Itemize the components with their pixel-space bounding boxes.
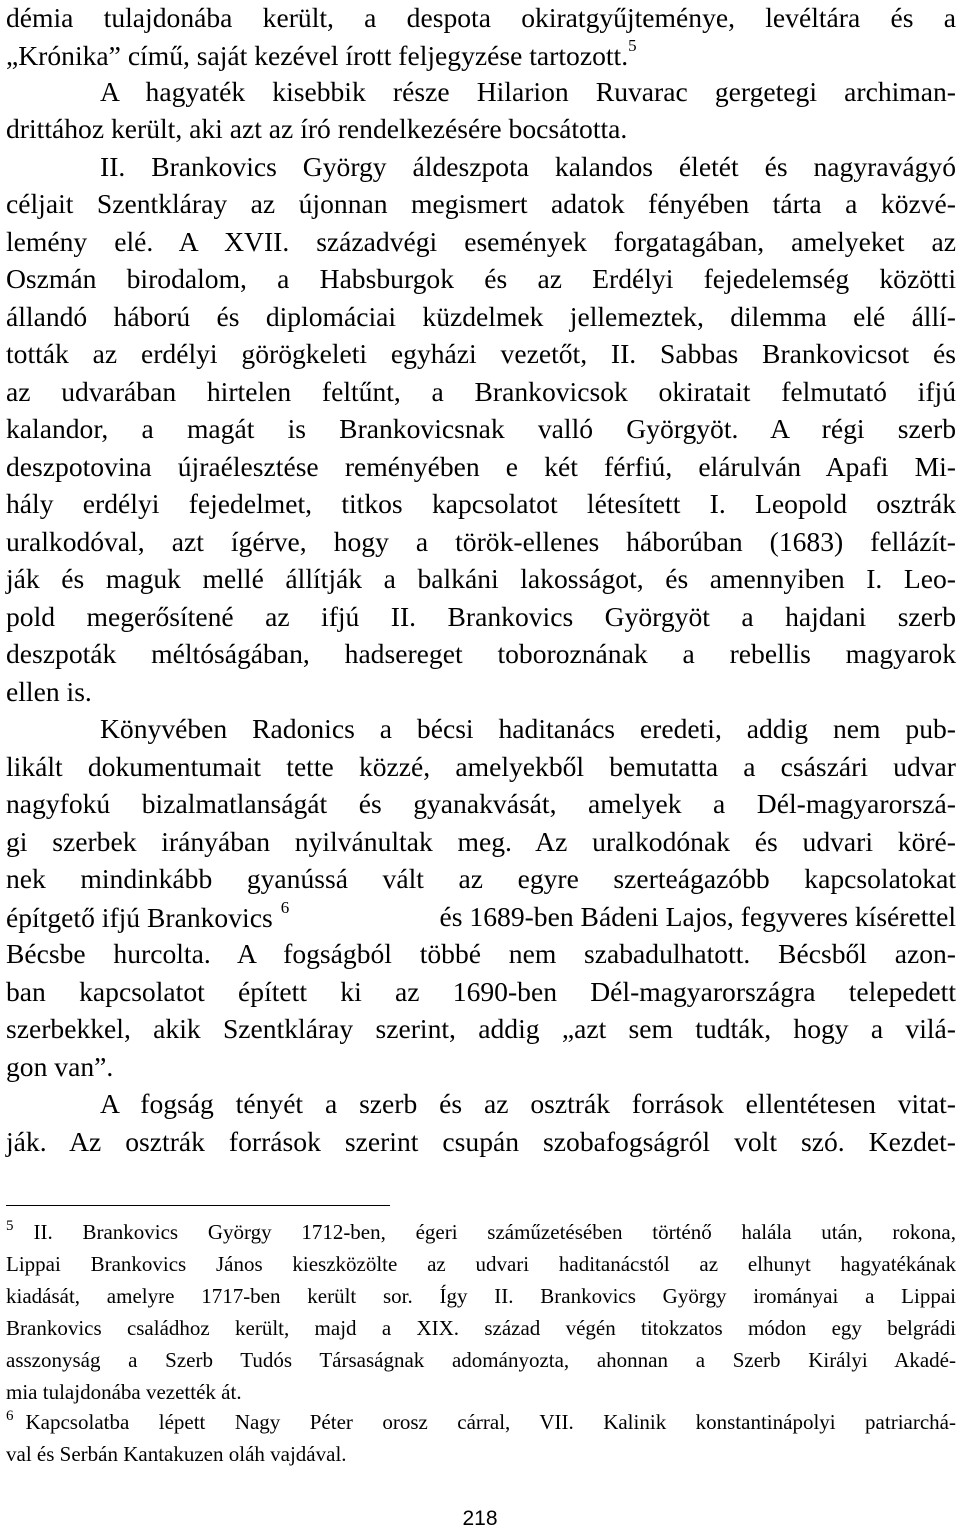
body-line: állandó háború és diplomáciai küzdelmek jellemeztek, dilemma elé állí- [6, 301, 956, 332]
footnote-line: kiadását, amelyre 1717-ben került sor. Így II. Brankovics György irományai a Lippai [6, 1284, 956, 1308]
footnote-line: mia tulajdonába vezették át. [6, 1380, 242, 1404]
body-line: ban kapcsolatot épített ki az 1690-ben Dél-magyarországra telepedett [6, 976, 956, 1007]
body-line: Bécsbe hurcolta. A fogságból többé nem szabadulhatott. Bécsből azon- [6, 938, 956, 969]
footnote-ref: 6 [280, 898, 290, 917]
body-line: Oszmán birodalom, a Habsburgok és az Erdélyi fejedelemség közötti [6, 263, 956, 294]
footnote-ref: 5 [628, 36, 637, 55]
body-line: lemény elé. A XVII. századvégi események forgatagában, amelyeket az [6, 226, 956, 257]
body-line: II. Brankovics György áldeszpota kalandos életét és nagyravágyó [100, 151, 956, 182]
body-line: deszpotovina újraélesztése reményében e két férfiú, elárulván Apafi Mi- [6, 451, 956, 482]
body-line: tották az erdélyi görögkeleti egyházi vezetőt, II. Sabbas Brankovicsot és [6, 338, 956, 369]
footnote-line: val és Serbán Kantakuzen oláh vajdával. [6, 1442, 347, 1466]
body-line: céljait Szentkláray az újonnan megismert adatok fényében tárta a közvé- [6, 188, 956, 219]
body-line: kalandor, a magát is Brankovicsnak valló Györgyöt. A régi szerb [6, 413, 956, 444]
body-line: „Krónika” című, saját kezével írott feljegyzése tartozott.$^5$ [6, 36, 637, 72]
footnote-line: asszonyság a Szerb Tudós Társaságnak adományozta, ahonnan a Szerb Királyi Akadé- [6, 1348, 956, 1372]
footnote-line: Brankovics családhoz került, majd a XIX. század végén titokzatos módon egy belgrádi [6, 1316, 956, 1340]
body-line: Könyvében Radonics a bécsi haditanács eredeti, addig nem pub- [100, 713, 956, 744]
body-line: uralkodóval, azt ígérve, hogy a török-ellenes háborúban (1683) fellázít- [6, 526, 956, 557]
body-line: A hagyaték kisebbik része Hilarion Ruvarac gergetegi archiman- [100, 76, 956, 107]
body-line: démia tulajdonába került, a despota okiratgyűjteménye, levéltára és a [6, 2, 956, 33]
body-line: nagyfokú bizalmatlanságát és gyanakvását, amelyek a Dél-magyarorszá- [6, 788, 956, 819]
body-line: ják. Az osztrák források szerint csupán szobafogságról volt szó. Kezdet- [6, 1126, 956, 1157]
footnote-separator [6, 1205, 390, 1206]
footnote-line: Lippai Brankovics János kieszközölte az udvari haditanácstól az elhunyt hagyatékának [6, 1252, 956, 1276]
body-line: az udvarában hirtelen feltűnt, a Brankovicsok okiratait felmutató ifjú [6, 376, 956, 407]
footnote-line: $^6$ Kapcsolatba lépett Nagy Péter orosz cárral, VII. Kalinik konstantinápolyi patriarchá- [6, 1408, 956, 1434]
body-line: gon van”. [6, 1051, 114, 1082]
body-line: ják és maguk mellé állítják a balkáni lakosságot, és amennyiben I. Leo- [6, 563, 956, 594]
body-line: pold megerősítené az ifjú II. Brankovics Györgyöt a hajdani szerb [6, 601, 956, 632]
body-line: likált dokumentumait tette közzé, amelyekből bemutatta a császári udvar [6, 751, 956, 782]
footnote-number: 6 [6, 1408, 14, 1424]
body-line: ellen is. [6, 676, 92, 707]
body-line: nek mindinkább gyanússá vált az egyre szerteágazóbb kapcsolatokat [6, 863, 956, 894]
page-number: 218 [462, 1507, 498, 1530]
body-line: gi szerbek irányában nyilvánultak meg. Az uralkodónak és udvari köré- [6, 826, 956, 857]
body-line: drittához került, aki azt az író rendelkezésére bocsátotta. [6, 113, 628, 144]
body-line: A fogság tényét a szerb és az osztrák források ellentétesen vitat- [100, 1088, 956, 1119]
body-line: hály erdélyi fejedelmet, titkos kapcsolatot létesített I. Leopold osztrák [6, 488, 956, 519]
body-line: építgető ifjú Brankovics $^6$ és 1689-ben Bádeni Lajos, fegyveres kísérettel [6, 898, 956, 934]
footnote-number: 5 [6, 1218, 14, 1234]
body-line: szerbekkel, akik Szentkláray szerint, addig „azt sem tudták, hogy a vilá- [6, 1013, 956, 1044]
body-line: deszpoták méltóságában, hadsereget toboroznának a rebellis magyarok [6, 638, 956, 669]
footnote-line: $^5$ II. Brankovics György 1712-ben, égeri száműzetésében történő halála után, rokona, [6, 1218, 956, 1244]
